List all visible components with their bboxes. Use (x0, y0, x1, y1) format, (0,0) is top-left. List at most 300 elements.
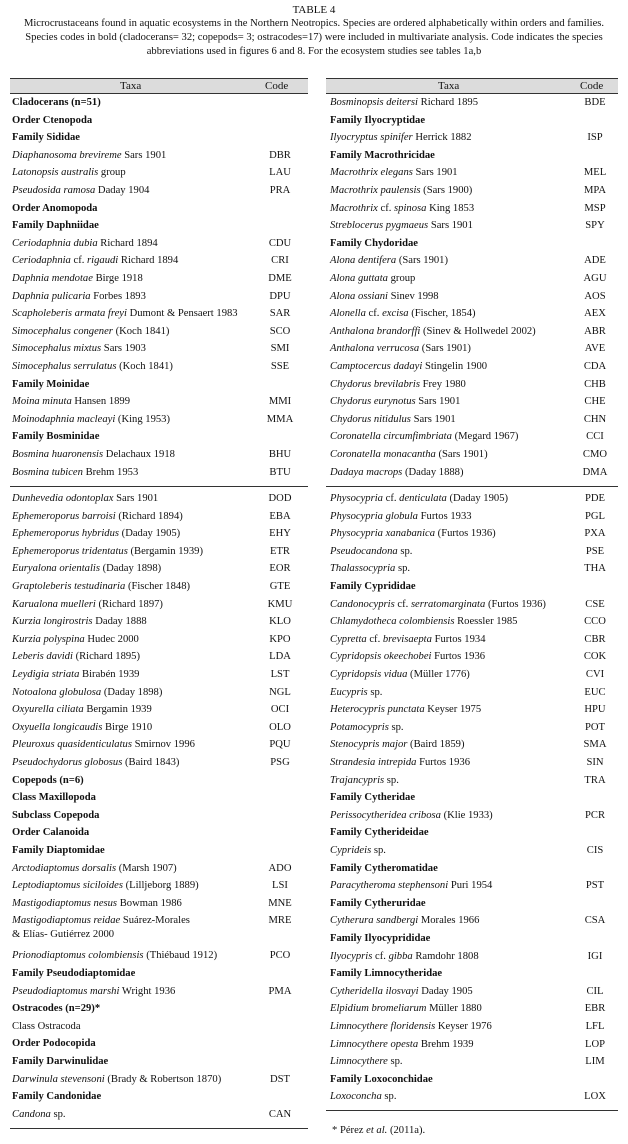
species-code: PXA (584, 528, 606, 540)
taxon-name (330, 912, 479, 930)
species-code: PGL (584, 510, 605, 522)
species-code: CIS (586, 845, 604, 856)
heading-text: Order Ctenopoda (12, 114, 93, 126)
taxon-name (330, 543, 412, 561)
table-row (12, 464, 308, 482)
table-row (12, 719, 308, 737)
species-code: MEL (583, 167, 607, 179)
taxon-authority: (Sinev & Hollwedel 2002) (420, 325, 536, 337)
taxon-italic: Daphnia mendotae (12, 273, 93, 284)
species-code: CCI (586, 431, 604, 443)
taxon-name (330, 94, 478, 112)
species-code: CBR (584, 633, 606, 645)
taxon-authority: Daday 1904 (95, 185, 150, 196)
species-code: CHN (583, 413, 607, 425)
heading-text: Family Sididae (12, 132, 80, 144)
heading-text: Order Anomopoda (12, 202, 98, 214)
species-code: SMA (583, 739, 607, 751)
table-row (330, 1053, 618, 1071)
taxon-authority: Bergamin 1939 (83, 704, 152, 716)
species-code: AOS (584, 290, 606, 302)
taxon-italic: Limnocythere (330, 1056, 388, 1068)
taxon-authority: Smirnov 1996 (131, 739, 195, 751)
taxon-name (330, 358, 487, 376)
taxon-italic: Karualona muelleri (12, 598, 96, 610)
table-row (330, 912, 618, 930)
taxon-italic: Paracytheroma stephensoni (330, 880, 449, 892)
taxon-authority: (Daday 1905) (446, 493, 509, 504)
table-row (330, 94, 618, 112)
taxon-italic: Streblocerus pygmaeus (330, 220, 429, 232)
taxon-italic: Potamocypris (330, 721, 389, 733)
table-row (12, 631, 308, 649)
taxon-name (330, 270, 415, 288)
heading-text: Family Bosminidae (12, 431, 100, 443)
species-code: PCO (269, 950, 291, 962)
taxon-authority: sp. (388, 721, 404, 733)
table-row (330, 446, 618, 464)
taxon-italic: Macrothrix (330, 202, 378, 214)
taxon-authority: Birge 1918 (92, 273, 143, 284)
table-row (330, 736, 618, 754)
table-row (12, 393, 308, 411)
taxon-name (12, 613, 147, 631)
taxon-authority: Brehm 1953 (82, 466, 139, 478)
section-heading (12, 217, 308, 235)
heading-text: Family Cytheridae (330, 792, 416, 804)
taxon-italic: Limnocythere opesta (330, 1038, 419, 1050)
taxon-authority: (Fischer 1848) (125, 581, 191, 592)
taxon-italic: Oxyuella longicaudis (12, 721, 103, 733)
species-code: EBA (269, 510, 291, 522)
table-row (330, 508, 618, 526)
taxon-italic: Perissocytheridea cribosa (330, 809, 441, 821)
section-heading (330, 895, 618, 913)
table-caption: Microcrustaceans found in aquatic ecosystems in the Northern Neotropics. Species are ordered alphabetically within orders and families. Species codes in bold (cladocerans= 32; copepods= 3; ostracodes=17) were included in multivariate analysis. Code indicates the species abbreviations used in figures 6 and 8. For the ecosystem studies see tables 1a,b (23, 18, 605, 57)
taxon-italic: Dunhevedia odontoplax (12, 493, 114, 504)
species-code: LOP (584, 1038, 605, 1050)
taxon-name (330, 393, 460, 411)
taxon-italic: Elpidium bromeliarum (330, 1003, 427, 1015)
taxon-name (330, 376, 466, 394)
section-heading (12, 1035, 308, 1053)
table-row (330, 288, 618, 306)
heading-text: Copepods (n=6) (12, 774, 84, 786)
species-code: PQU (269, 739, 291, 751)
taxon-italic: Anthalona brandorffi (330, 325, 421, 337)
table-row (330, 411, 618, 429)
heading-text: Family Macrothricidae (330, 149, 435, 161)
species-code: LIM (585, 1056, 605, 1068)
species-code: MSP (584, 202, 606, 214)
taxon-italic: Cytheridella ilosvayi (330, 985, 419, 997)
section-heading (330, 930, 618, 948)
taxon-italic: Chlamydotheca colombiensis (330, 616, 455, 628)
taxon-authority: Sars 1901 (415, 396, 461, 408)
taxon-name (330, 560, 410, 578)
taxon-authority: Stingelin 1900 (422, 361, 488, 372)
table-row (330, 701, 618, 719)
taxon-name (330, 288, 439, 306)
taxon-authority: (Daday 1905) (119, 528, 181, 540)
taxon-name (330, 842, 386, 860)
taxon-italic: Chydorus nitidulus (330, 413, 411, 425)
species-code: KLO (269, 616, 291, 628)
species-code: SPY (585, 220, 605, 232)
right-header (326, 79, 618, 93)
species-code: CRI (271, 255, 289, 267)
taxon-name (12, 358, 173, 376)
taxon-authority: (Koch 1841) (112, 325, 170, 337)
table-row (12, 560, 308, 578)
taxon-name (330, 684, 382, 702)
taxon-italic: Physocypria xanabanica (330, 528, 436, 540)
taxon-name (330, 613, 517, 631)
species-code: SIN (586, 757, 604, 768)
table-row (12, 983, 308, 1001)
taxon-name (330, 948, 479, 966)
taxon-name (12, 508, 183, 526)
taxon-authority: (Megard 1967) (451, 431, 519, 443)
species-code: HPU (584, 704, 606, 716)
species-code: DMA (582, 466, 608, 478)
species-code: CDA (583, 361, 607, 372)
taxon-italic: Cypretta (330, 633, 367, 645)
taxon-authority: Hansen 1899 (71, 396, 131, 408)
taxon-authority: (Lilljeborg 1889) (122, 880, 199, 892)
species-code: AEX (584, 308, 606, 320)
taxon-italic: serratomarginata (410, 598, 486, 610)
taxon-name (330, 323, 536, 341)
section-heading (12, 428, 308, 446)
section-heading (12, 129, 308, 147)
species-code: KPO (269, 633, 291, 645)
heading-text: Ostracodes (n=29)* (12, 1003, 101, 1015)
section-heading (330, 824, 618, 842)
taxon-name (330, 411, 456, 429)
section-heading (330, 235, 618, 253)
taxon-name (12, 147, 166, 165)
table-row (12, 701, 308, 719)
table-row (330, 1088, 618, 1106)
taxon-italic: excisa (382, 308, 409, 320)
taxon-authority: (Sars 1901) (435, 449, 488, 460)
taxon-authority: Birabén 1939 (79, 669, 140, 680)
section-heading (12, 200, 308, 218)
heading-text: Order Calanoida (12, 827, 90, 839)
table-row (12, 596, 308, 614)
taxon-italic: Scapholeberis armata freyi (12, 308, 127, 320)
taxon-authority: (Bergamin 1939) (127, 545, 203, 557)
section-heading (12, 1053, 308, 1071)
taxon-italic: Ephemeroporus barroisi (12, 510, 116, 522)
taxon-italic: Physocypria globula (330, 510, 418, 522)
table-row (330, 252, 618, 270)
taxon-name (330, 490, 508, 508)
heading-text: Family Darwinulidae (12, 1056, 109, 1067)
heading-text: Cladocerans (n=51) (12, 97, 101, 108)
section-heading (330, 860, 618, 878)
taxon-authority: Delachaux 1918 (103, 449, 175, 460)
taxon-authority: Sars 1901 (412, 167, 458, 179)
taxon-authority: Roessler 1985 (454, 616, 518, 628)
taxon-name (12, 252, 178, 270)
table-title: TABLE 4 (292, 4, 336, 16)
species-code: CMO (582, 449, 608, 460)
taxon-authority: cf. (382, 493, 400, 504)
taxon-name (330, 200, 474, 218)
species-code: AVE (584, 343, 606, 355)
taxon-italic: Leptodiaptomus siciloides (12, 880, 123, 892)
taxon-authority: (Thiébaud 1912) (143, 950, 218, 962)
table-row (12, 490, 308, 508)
taxon-name (330, 508, 472, 526)
table-row (12, 860, 308, 878)
taxon-italic: Ceriodaphnia (12, 255, 71, 267)
taxon-authority: (Furtos 1936) (435, 528, 496, 540)
table-row (12, 1106, 308, 1124)
species-code: ABR (584, 325, 606, 337)
taxon-name (12, 464, 138, 482)
taxon-italic: brevisaepta (382, 633, 432, 645)
section-heading (12, 789, 308, 807)
taxon-name (330, 464, 464, 482)
species-code: LSI (272, 880, 288, 892)
heading-text: Class Maxillopoda (12, 792, 96, 804)
taxon-italic: Trajancypris (330, 774, 385, 786)
species-code: DME (268, 273, 292, 284)
taxon-authority: Keyser 1975 (424, 704, 482, 716)
taxon-name (330, 305, 476, 323)
section-heading (330, 1071, 618, 1089)
taxon-authority: Morales 1966 (418, 915, 480, 927)
taxon-authority: cf. (394, 598, 411, 610)
taxon-italic: Pseudocandona (330, 545, 398, 557)
taxon-italic: Alona guttata (330, 273, 388, 284)
taxon-italic: Chydorus brevilabris (330, 378, 420, 390)
taxon-italic: Ceriodaphnia dubia (12, 237, 98, 249)
species-code: CSE (585, 598, 605, 610)
taxon-authority: (Koch 1841) (116, 361, 173, 372)
taxon-authority: Forbes 1893 (90, 290, 146, 302)
rule (10, 1128, 308, 1129)
section-heading (12, 94, 308, 112)
rule (326, 486, 618, 487)
taxon-authority: group (98, 167, 126, 179)
taxon-italic: Cypridopsis vidua (330, 669, 408, 680)
taxon-italic: Darwinula stevensoni (12, 1073, 105, 1085)
section-heading (330, 578, 618, 596)
species-code: CHB (584, 378, 606, 390)
species-code: AGU (583, 273, 607, 284)
taxon-authority: Furtos 1933 (417, 510, 472, 522)
species-code: DBR (269, 149, 291, 161)
heading-text: Family Ilyocryptidae (330, 114, 426, 126)
taxon-italic: Diaphanosoma brevireme (12, 149, 122, 161)
taxon-name (330, 631, 486, 649)
table-row (330, 948, 618, 966)
taxon-authority: (Baird 1859) (407, 739, 465, 751)
table-row (330, 684, 618, 702)
taxon-authority: cf. (372, 950, 389, 962)
taxon-authority: group (387, 273, 416, 284)
taxon-italic: Alonella (330, 308, 366, 320)
taxon-italic: spinosa (394, 202, 427, 214)
taxon-italic: Latonopsis australis (12, 167, 99, 179)
taxon-authority: Birge 1910 (102, 721, 153, 733)
taxon-name (12, 701, 152, 719)
taxon-name (12, 578, 190, 596)
table-row (330, 1000, 618, 1018)
taxon-italic: Limnocythere floridensis (330, 1021, 436, 1032)
taxon-authority: (Daday 1898) (99, 563, 162, 575)
table-row (330, 543, 618, 561)
taxon-authority: Sars 1901 (428, 220, 473, 232)
taxon-name (330, 129, 472, 147)
table-row (12, 736, 308, 754)
taxa-header: Taxa (120, 80, 142, 92)
species-code: LOX (584, 1091, 606, 1103)
taxon-name (330, 596, 546, 614)
taxon-italic: Moina minuta (12, 396, 72, 408)
heading-text: Family Diaptomidae (12, 845, 105, 856)
taxon-name (330, 666, 470, 684)
table-row (12, 508, 308, 526)
table-row (330, 428, 618, 446)
taxon-italic: Mastigodiaptomus reidae (12, 915, 121, 927)
taxon-name (12, 736, 195, 754)
taxon-authority: (Richard 1895) (72, 651, 140, 663)
taxon-authority: Richard 1894 (118, 255, 179, 267)
table-row (12, 578, 308, 596)
taxon-name (330, 983, 473, 1001)
taxon-authority: sp. (381, 1091, 397, 1103)
table-row (12, 1071, 308, 1089)
species-code: PRA (269, 185, 291, 196)
species-code: OLO (269, 721, 291, 733)
taxon-authority: King 1853 (426, 202, 475, 214)
taxon-authority: (Daday 1888) (402, 466, 464, 478)
taxon-italic: Ilyocypris (330, 950, 373, 962)
taxon-name (12, 446, 175, 464)
taxon-italic: Moinodaphnia macleayi (12, 413, 116, 425)
species-code: SSE (270, 361, 290, 372)
taxon-name (12, 323, 169, 341)
table-row (330, 464, 618, 482)
species-code: NGL (269, 686, 291, 698)
species-code: EOR (269, 563, 291, 575)
taxon-name (12, 648, 140, 666)
species-code: MMI (268, 396, 292, 408)
species-code: DST (269, 1073, 290, 1085)
taxon-italic: Heterocypris punctata (330, 704, 425, 716)
table-row (330, 719, 618, 737)
taxon-authority: Müller 1880 (426, 1003, 482, 1015)
taxon-italic: Pseudochydorus globosus (12, 757, 123, 768)
species-code: DOD (268, 493, 292, 504)
taxon-authority: sp. (50, 1108, 66, 1120)
taxon-italic: Kurzia polyspina (12, 633, 85, 645)
rule (10, 78, 308, 79)
taxon-authority: Sars 1901 (113, 493, 159, 504)
table-row (330, 358, 618, 376)
taxon-name (330, 525, 496, 543)
table-row (330, 525, 618, 543)
species-code: IGI (587, 950, 603, 962)
heading-text: Subclass Copepoda (12, 809, 100, 821)
code-header: Code (265, 80, 289, 92)
taxon-name (12, 411, 170, 429)
section-heading (12, 1088, 308, 1106)
taxon-authority: cf. (366, 633, 383, 645)
table-row (330, 490, 618, 508)
taxon-italic: Notoalona globulosa (12, 686, 102, 698)
table-row (330, 754, 618, 772)
species-code: EUC (584, 686, 606, 698)
taxon-name (12, 1106, 66, 1124)
taxon-name (330, 217, 473, 235)
taxon-italic: Prionodiaptomus colombiensis (12, 950, 144, 962)
section-heading (12, 772, 308, 790)
taxon-authority: & Elías- Gutiérrez 2000 (12, 929, 115, 941)
taxon-italic: Eucypris (330, 686, 368, 698)
section-heading (12, 807, 308, 825)
taxon-name (12, 1071, 221, 1089)
taxon-name (330, 1088, 397, 1106)
taxon-name (12, 490, 158, 508)
table-row (12, 305, 308, 323)
taxon-authority: Suárez-Morales (120, 915, 190, 927)
taxon-authority: Herrick 1882 (412, 132, 472, 144)
table-row (330, 393, 618, 411)
taxon-italic: Simocephalus mixtus (12, 343, 102, 355)
section-heading (330, 789, 618, 807)
taxon-name (12, 631, 139, 649)
species-code: TRA (584, 774, 606, 786)
taxon-authority: Dumont & Pensaert 1983 (126, 308, 238, 320)
taxon-authority: Frey 1980 (419, 378, 466, 390)
taxon-italic: Simocephalus serrulatus (12, 361, 117, 372)
taxon-italic: Pseudodiaptomus marshi (12, 985, 120, 997)
taxon-name (330, 252, 448, 270)
table-row (12, 947, 308, 965)
species-code: ADE (584, 255, 606, 267)
species-code: MPA (584, 185, 606, 196)
rule (326, 1110, 618, 1111)
taxon-authority: (Sars 1900) (420, 185, 473, 196)
heading-text: Family Limnocytheridae (330, 968, 443, 980)
taxon-italic: Cyprideis (330, 845, 372, 856)
taxon-name (330, 1018, 492, 1036)
taxon-italic: Bosminopsis deitersi (330, 97, 418, 108)
species-code: CDU (268, 237, 292, 249)
table-row (12, 340, 308, 358)
taxon-name (12, 525, 180, 543)
table-row (12, 613, 308, 631)
taxon-italic: gibba (388, 950, 413, 962)
taxon-authority: Furtos 1936 (431, 651, 486, 663)
heading-text: Order Podocopida (12, 1038, 96, 1050)
taxon-italic: Bosmina tubicen (12, 466, 83, 478)
rule (10, 486, 308, 487)
heading-text: Family Pseudodiaptomidae (12, 968, 136, 979)
rule (326, 78, 618, 79)
taxon-name (12, 895, 182, 913)
species-code: PMA (268, 985, 292, 997)
taxon-name (12, 182, 149, 200)
table-row (330, 340, 618, 358)
taxon-authority: sp. (387, 1056, 403, 1068)
